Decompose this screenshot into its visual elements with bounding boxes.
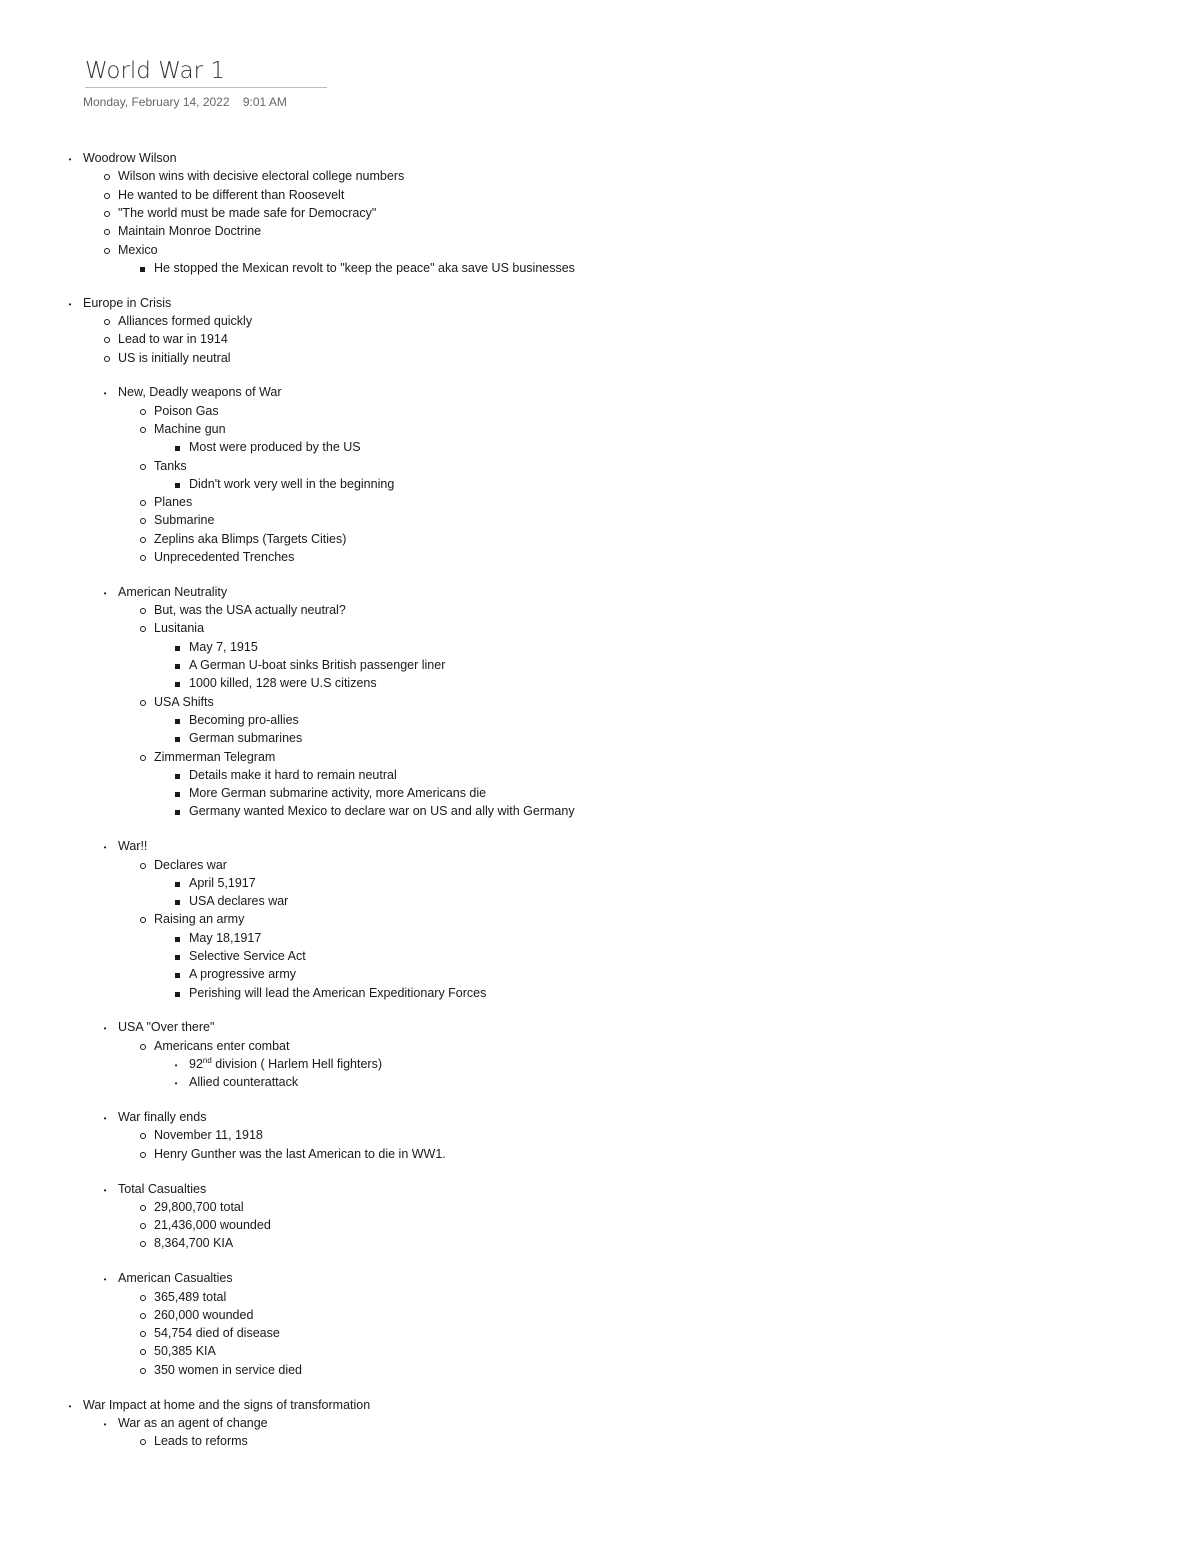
outline-item-level-2[interactable] [154, 602, 346, 618]
outline-item-level-2[interactable] [154, 531, 346, 547]
bullet-circle-icon [135, 620, 147, 636]
outline-item-text: War Impact at home and the signs of transformation [83, 1397, 371, 1412]
outline-item-level-2[interactable] [154, 260, 575, 276]
bullet-circle-icon [135, 1127, 147, 1143]
outline-item-text: Henry Gunther was the last American to die in WW1. [154, 1146, 446, 1161]
bullet-circle-icon [135, 549, 147, 565]
outline-item-text: USA "Over there" [118, 1020, 215, 1035]
outline-item-text: 54,754 died of disease [154, 1326, 280, 1341]
outline-item-level-2[interactable] [154, 403, 219, 419]
outline-item-text: He wanted to be different than Roosevelt [118, 187, 345, 202]
bullet-circle-icon [99, 350, 111, 366]
outline-item-text: Planes [154, 495, 193, 510]
bullet-circle-icon [99, 331, 111, 347]
outline-item-level-2[interactable] [154, 1127, 263, 1143]
outline-item-text: "The world must be made safe for Democracy" [118, 205, 377, 220]
outline-item-level-2[interactable] [154, 857, 227, 873]
outline-item-text: But, was the USA actually neutral? [154, 603, 346, 618]
bullet-circle-icon [135, 857, 147, 873]
outline-item-text: Didn't work very well in the beginning [189, 476, 395, 491]
outline-item-level-1[interactable] [118, 223, 261, 239]
bullet-circle-icon [135, 1433, 147, 1449]
bullet-dot-icon: • [103, 1024, 107, 1034]
outline-item-level-0[interactable] [83, 295, 171, 311]
bullet-circle-icon [99, 205, 111, 221]
bullet-square-icon [170, 730, 182, 746]
page-title[interactable]: World War 1 [85, 56, 327, 88]
outline-item-text: Wilson wins with decisive electoral college numbers [118, 169, 405, 184]
outline-item-level-3[interactable] [189, 1056, 382, 1072]
outline-item-level-3[interactable] [189, 948, 306, 964]
bullet-square-icon [170, 476, 182, 492]
outline-item-text: War as an agent of change [118, 1415, 268, 1430]
bullet-dot-icon: • [103, 389, 107, 399]
outline-item-level-1[interactable] [118, 242, 158, 258]
outline-item-level-1[interactable] [118, 1109, 206, 1125]
bullet-circle-icon [135, 1146, 147, 1162]
bullet-dot-icon: • [174, 1061, 178, 1070]
bullet-circle-icon [135, 494, 147, 510]
outline-item-level-3[interactable] [189, 730, 302, 746]
outline-item-text: Declares war [154, 857, 227, 872]
outline-item-level-2[interactable] [154, 1307, 253, 1323]
outline-item-text: Total Casualties [118, 1181, 207, 1196]
bullet-square-icon [170, 930, 182, 946]
bullet-square-icon [170, 657, 182, 673]
bullet-dot-icon: • [103, 1185, 107, 1195]
outline-item-level-2[interactable] [154, 549, 294, 565]
bullet-square-icon [170, 675, 182, 691]
bullet-circle-icon [135, 694, 147, 710]
outline-item-level-1[interactable] [118, 1019, 214, 1035]
outline-item-text: 1000 killed, 128 were U.S citizens [189, 676, 377, 691]
outline-item-text: 365,489 total [154, 1289, 227, 1304]
outline-item-level-1[interactable] [118, 350, 231, 366]
outline-item-text: Zeplins aka Blimps (Targets Cities) [154, 531, 347, 546]
outline-item-level-2[interactable] [154, 749, 275, 765]
outline-item-level-1[interactable] [118, 838, 147, 854]
bullet-circle-icon [135, 749, 147, 765]
bullet-square-icon [170, 875, 182, 891]
bullet-circle-icon [99, 242, 111, 258]
outline-item-level-0[interactable] [83, 150, 177, 166]
bullet-dot-icon: • [68, 299, 72, 309]
outline-item-text: Perishing will lead the American Expeditionary Forces [189, 985, 487, 1000]
bullet-square-icon [170, 639, 182, 655]
outline-item-level-3[interactable] [189, 930, 261, 946]
outline-item-level-2[interactable] [154, 911, 244, 927]
bullet-square-icon [170, 948, 182, 964]
outline-item-level-2[interactable] [154, 620, 204, 636]
outline-item-text: Selective Service Act [189, 949, 306, 963]
outline-item-text: Lusitania [154, 621, 205, 636]
outline-item-level-3[interactable] [189, 657, 445, 673]
outline-item-level-2[interactable] [154, 1433, 248, 1449]
bullet-circle-icon [99, 313, 111, 329]
bullet-circle-icon [135, 458, 147, 474]
outline-item-text: April 5,1917 [189, 875, 256, 890]
bullet-square-icon [170, 985, 182, 1001]
outline-item-level-2[interactable] [154, 1343, 216, 1359]
outline-item-text: Details make it hard to remain neutral [189, 767, 397, 782]
bullet-circle-icon [135, 1217, 147, 1233]
outline-item-text: 29,800,700 total [154, 1199, 244, 1214]
outline-item-level-3[interactable] [189, 639, 258, 655]
page-date: Monday, February 14, 2022 9:01 AM [83, 95, 287, 109]
bullet-circle-icon [99, 187, 111, 203]
outline-item-level-1[interactable] [118, 584, 227, 600]
bullet-dot-icon: • [103, 843, 107, 853]
outline-item-level-2[interactable] [154, 1217, 271, 1233]
outline-item-text: Machine gun [154, 421, 226, 436]
outline-item-text: Americans enter combat [154, 1038, 290, 1053]
bullet-square-icon [170, 712, 182, 728]
outline-item-text: 8,364,700 KIA [154, 1236, 234, 1251]
outline-item-text: 21,436,000 wounded [154, 1218, 271, 1233]
outline-item-text: Alliances formed quickly [118, 313, 253, 328]
outline-item-text: May 18,1917 [189, 930, 262, 945]
outline-item-level-2[interactable] [154, 1235, 233, 1251]
outline-item-text: Allied counterattack [189, 1075, 299, 1090]
bullet-dot-icon: • [68, 1401, 72, 1411]
bullet-dot-icon: • [68, 155, 72, 164]
bullet-circle-icon [135, 602, 147, 618]
bullet-square-icon [170, 966, 182, 982]
outline-item-level-3[interactable] [189, 985, 486, 1001]
outline-item-level-2[interactable] [154, 1038, 289, 1054]
bullet-square-icon [170, 893, 182, 909]
outline-item-level-3[interactable] [189, 893, 288, 909]
bullet-square-icon [135, 260, 147, 276]
outline-item-level-3[interactable] [189, 675, 377, 691]
outline-item-text: Mexico [118, 242, 158, 257]
outline-item-text: German submarines [189, 731, 303, 746]
outline-item-text-tail: division ( Harlem Hell fighters) [211, 1057, 382, 1071]
outline-item-level-2[interactable] [154, 421, 226, 437]
bullet-square-icon [170, 785, 182, 801]
bullet-circle-icon [99, 168, 111, 184]
bullet-circle-icon [135, 911, 147, 927]
outline-item-text: 50,385 KIA [154, 1344, 216, 1359]
bullet-circle-icon [135, 1307, 147, 1323]
ordinal-suffix: nd [202, 1055, 212, 1065]
outline-item-text: 92 [189, 1057, 203, 1071]
outline-item-level-2[interactable] [154, 694, 214, 710]
bullet-dot-icon: • [103, 1419, 107, 1429]
bullet-square-icon [170, 767, 182, 783]
outline-item-text: Raising an army [154, 912, 245, 927]
outline-item-text: Poison Gas [154, 403, 219, 418]
outline-item-level-2[interactable] [154, 512, 214, 528]
outline-item-text: Maintain Monroe Doctrine [118, 224, 262, 239]
outline-item-level-1[interactable] [118, 313, 252, 329]
bullet-circle-icon [135, 512, 147, 528]
outline-item-level-1[interactable] [118, 205, 376, 221]
outline-item-text: War finally ends [118, 1110, 207, 1125]
bullet-square-icon [170, 803, 182, 819]
outline-item-level-1[interactable] [118, 1415, 268, 1431]
outline-item-text: Lead to war in 1914 [118, 332, 228, 347]
outline-item-text: Woodrow Wilson [83, 151, 177, 165]
bullet-circle-icon [135, 1235, 147, 1251]
outline-item-text: American Casualties [118, 1271, 233, 1286]
outline-item-text: Leads to reforms [154, 1434, 248, 1449]
outline-item-level-3[interactable] [189, 476, 394, 492]
bullet-dot-icon: • [103, 1275, 107, 1285]
outline-item-text: A German U-boat sinks British passenger liner [189, 658, 446, 672]
outline-item-level-1[interactable] [118, 187, 344, 203]
outline-item-text: Europe in Crisis [83, 295, 172, 310]
outline-item-level-1[interactable] [118, 331, 228, 347]
outline-item-text: USA Shifts [154, 694, 214, 709]
outline-item-text: 350 women in service died [154, 1362, 302, 1377]
bullet-circle-icon [135, 1343, 147, 1359]
outline-item-text: Germany wanted Mexico to declare war on US and ally with Germany [189, 804, 575, 819]
outline-item-level-1[interactable] [118, 168, 404, 184]
outline-item-level-3[interactable] [189, 439, 361, 455]
outline-item-level-2[interactable] [154, 1199, 244, 1215]
bullet-square-icon [170, 439, 182, 455]
outline-item-level-3[interactable] [189, 712, 299, 728]
outline-item-level-2[interactable] [154, 1325, 280, 1341]
bullet-dot-icon: • [174, 1079, 178, 1089]
outline-item-text: Submarine [154, 513, 215, 528]
outline-item-level-3[interactable] [189, 767, 397, 783]
bullet-dot-icon: • [103, 1114, 107, 1124]
bullet-dot-icon: • [103, 588, 107, 598]
outline-item-level-1[interactable] [118, 1181, 206, 1197]
outline-item-text: War!! [118, 839, 148, 854]
outline-item-text: Most were produced by the US [189, 440, 361, 455]
outline-item-text: May 7, 1915 [189, 639, 258, 654]
bullet-circle-icon [135, 531, 147, 547]
outline-item-level-2[interactable] [154, 1146, 446, 1162]
outline-item-text: Unprecedented Trenches [154, 550, 295, 564]
outline-item-level-3[interactable] [189, 966, 296, 982]
outline-item-text: Becoming pro-allies [189, 712, 299, 727]
outline-item-level-1[interactable] [118, 384, 282, 400]
outline-item-level-1[interactable] [118, 1270, 233, 1286]
bullet-circle-icon [135, 421, 147, 437]
outline-item-level-3[interactable] [189, 1074, 298, 1090]
outline-item-text: More German submarine activity, more Americans die [189, 786, 487, 801]
bullet-circle-icon [135, 403, 147, 419]
outline-item-text: Zimmerman Telegram [154, 749, 276, 764]
bullet-circle-icon [135, 1289, 147, 1305]
bullet-circle-icon [135, 1362, 147, 1378]
outline-item-text: 260,000 wounded [154, 1307, 254, 1322]
outline-item-level-2[interactable] [154, 458, 187, 474]
outline-item-level-2[interactable] [154, 1289, 226, 1305]
outline-item-text: A progressive army [189, 967, 296, 982]
outline-item-text: He stopped the Mexican revolt to "keep the peace" aka save US businesses [154, 260, 575, 275]
bullet-circle-icon [99, 223, 111, 239]
outline-item-level-3[interactable] [189, 785, 486, 801]
outline-item-text: November 11, 1918 [154, 1128, 263, 1143]
outline-item-level-2[interactable] [154, 1362, 302, 1378]
outline-item-text: New, Deadly weapons of War [118, 385, 282, 400]
outline-item-level-2[interactable] [154, 494, 192, 510]
outline-item-text: US is initially neutral [118, 350, 231, 365]
bullet-circle-icon [135, 1325, 147, 1341]
outline-item-level-3[interactable] [189, 875, 256, 891]
outline-item-text: USA declares war [189, 894, 289, 909]
outline-item-text: Tanks [154, 458, 187, 473]
bullet-circle-icon [135, 1038, 147, 1054]
outline-item-level-0[interactable] [83, 1397, 370, 1413]
bullet-circle-icon [135, 1199, 147, 1215]
outline-item-level-3[interactable] [189, 803, 575, 819]
outline-item-text: American Neutrality [118, 584, 228, 599]
